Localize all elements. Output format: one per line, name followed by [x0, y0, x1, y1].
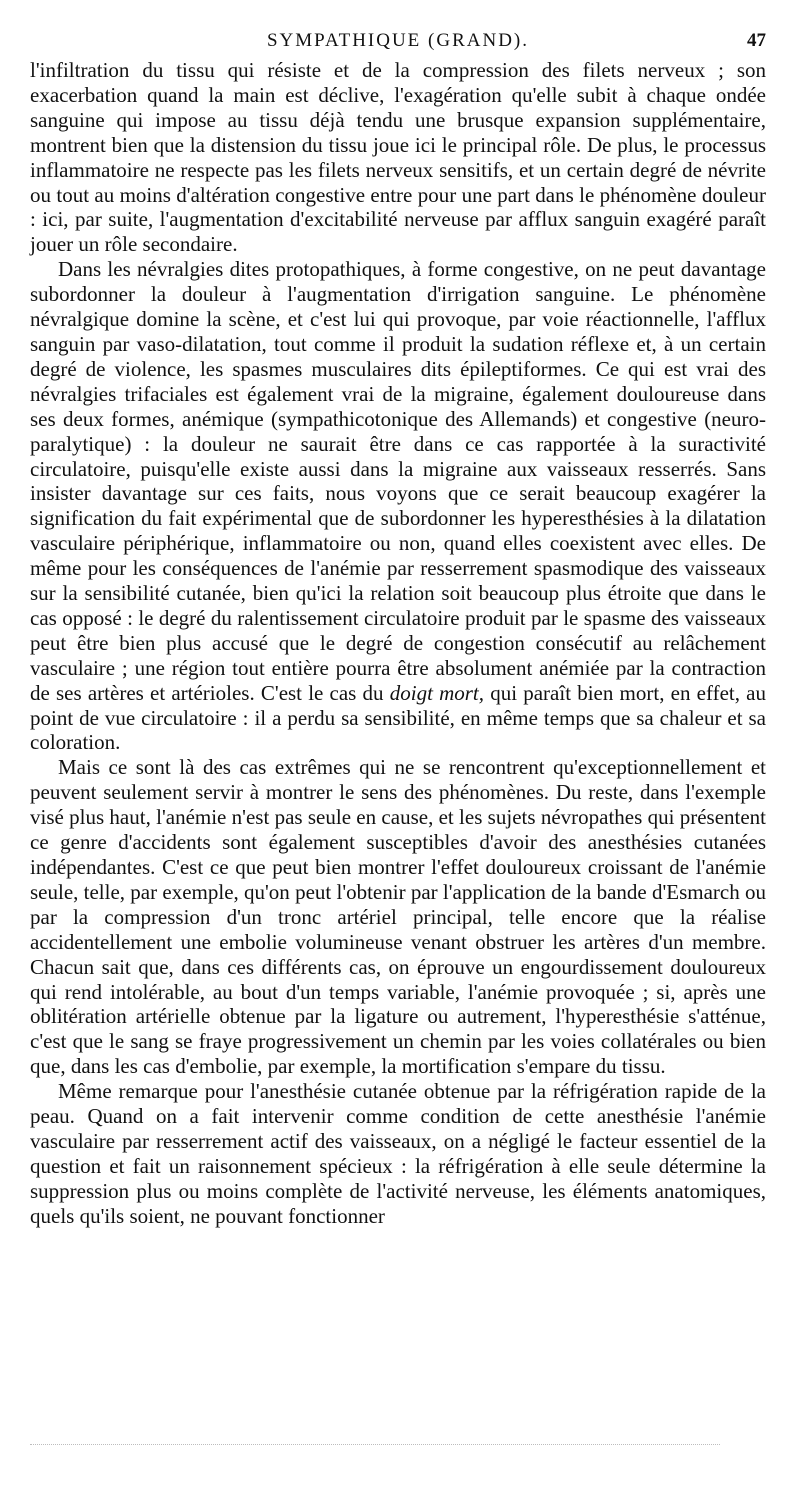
paragraph-2-emphasis: doigt mort,	[389, 680, 485, 705]
running-title: SYMPATHIQUE (GRAND).	[266, 30, 530, 51]
book-page	[30, 28, 766, 1229]
paragraph-4-text: Même remarque pour l'anesthésie cutanée obtenue par la réfrigération rapide de la peau. Quand on a fait intervenir comme condition de cette anesthésie l'anémie vasculaire par resserrement actif des vaisseaux, on a négligé le facteur essentiel de la question et fait un raisonnement spécieux : la réfrigération à elle seule détermine la suppression plus ou moins complète de l'activité nerveuse, les éléments anatomiques, quels qu'ils soient, ne pouvant fonctionner	[30, 1079, 766, 1228]
paragraph-2-text-after: qui paraît bien mort, en effet, au point de vue circulatoire : il a perdu sa sensibilité, en même temps que sa chaleur et sa coloration.	[30, 680, 766, 755]
paragraph-4	[30, 1079, 766, 1228]
body-text	[30, 58, 766, 1229]
paragraph-1-text: l'infiltration du tissu qui résiste et de la compression des filets nerveux ; son exacerbation quand la main est déclive, l'exagération qu'elle subit à chaque ondée sanguine qui impose au tissu déjà tendu une brusque expansion supplémentaire, montrent bien que la distension du tissu joue ici le principal rôle. De plus, le processus inflammatoire ne respecte pas les filets nerveux sensitifs, et un certain degré de névrite ou tout au moins d'altération congestive entre pour une part dans le phénomène douleur : ici, par suite, l'augmentation d'excitabilité nerveuse par afflux sanguin exagéré paraît jouer un rôle secondaire.	[30, 58, 766, 257]
paragraph-1	[30, 58, 766, 257]
paragraph-2	[30, 257, 766, 755]
page-header	[30, 28, 766, 58]
paragraph-3	[30, 755, 766, 1079]
footer-dotted-rule	[30, 1444, 720, 1445]
page-number: 47	[747, 30, 766, 51]
paragraph-3-text: Mais ce sont là des cas extrêmes qui ne se rencontrent qu'exceptionnellement et peuvent seulement servir à montrer le sens des phénomènes. Du reste, dans l'exemple visé plus haut, l'anémie n'est pas seule en cause, et les sujets névropathes qui présentent ce genre d'accidents sont également susceptibles d'avoir des anesthésies cutanées indépendantes. C'est ce que peut bien montrer l'effet douloureux croissant de l'anémie seule, telle, par exemple, qu'on peut l'obtenir par l'application de la bande d'Esmarch ou par la compression d'un tronc artériel principal, telle encore que la réalise accidentellement une embolie volumineuse venant obstruer les artères d'un membre. Chacun sait que, dans ces différents cas, on éprouve un engourdissement douloureux qui rend intolérable, au bout d'un temps variable, l'anémie provoquée ; si, après une oblitération artérielle obtenue par la ligature ou autrement, l'hyperesthésie s'atténue, c'est que le sang se fraye progressivement un chemin par les voies collatérales ou bien que, dans les cas d'embolie, par exemple, la mortification s'empare du tissu.	[30, 755, 766, 1079]
paragraph-2-text: Dans les névralgies dites protopathiques, à forme congestive, on ne peut davantage subordonner la douleur à l'augmentation d'irrigation sanguine. Le phénomène névralgique domine la scène, et c'est lui qui provoque, par voie réactionnelle, l'afflux sanguin par vaso-dilatation, tout comme il produit la sudation réflexe et, à un certain degré de violence, les spasmes musculaires dits épileptiformes. Ce qui est vrai des névralgies trifaciales est également vrai de la migraine, également douloureuse dans ses deux formes, anémique (sympathicotonique des Allemands) et congestive (neuro-paralytique) : la douleur ne saurait être dans ce cas rapportée à la suractivité circulatoire, puisqu'elle existe aussi dans la migraine aux vaisseaux resserrés. Sans insister davantage sur ces faits, nous voyons que ce serait beaucoup exagérer la signification du fait expérimental que de subordonner les hyperesthésies à la dilatation vasculaire périphérique, inflammatoire ou non, quand elles coexistent avec elles. De même pour les conséquences de l'anémie par resserrement spasmodique des vaisseaux sur la sensibilité cutanée, bien qu'ici la relation soit beaucoup plus étroite que dans le cas opposé : le degré du ralentissement circulatoire produit par le spasme des vaisseaux peut être bien plus accusé que le degré de congestion consécutif au relâchement vasculaire ; une région tout entière pourra être absolument anémiée par la contraction de ses artères et artérioles. C'est le cas du	[30, 257, 766, 705]
